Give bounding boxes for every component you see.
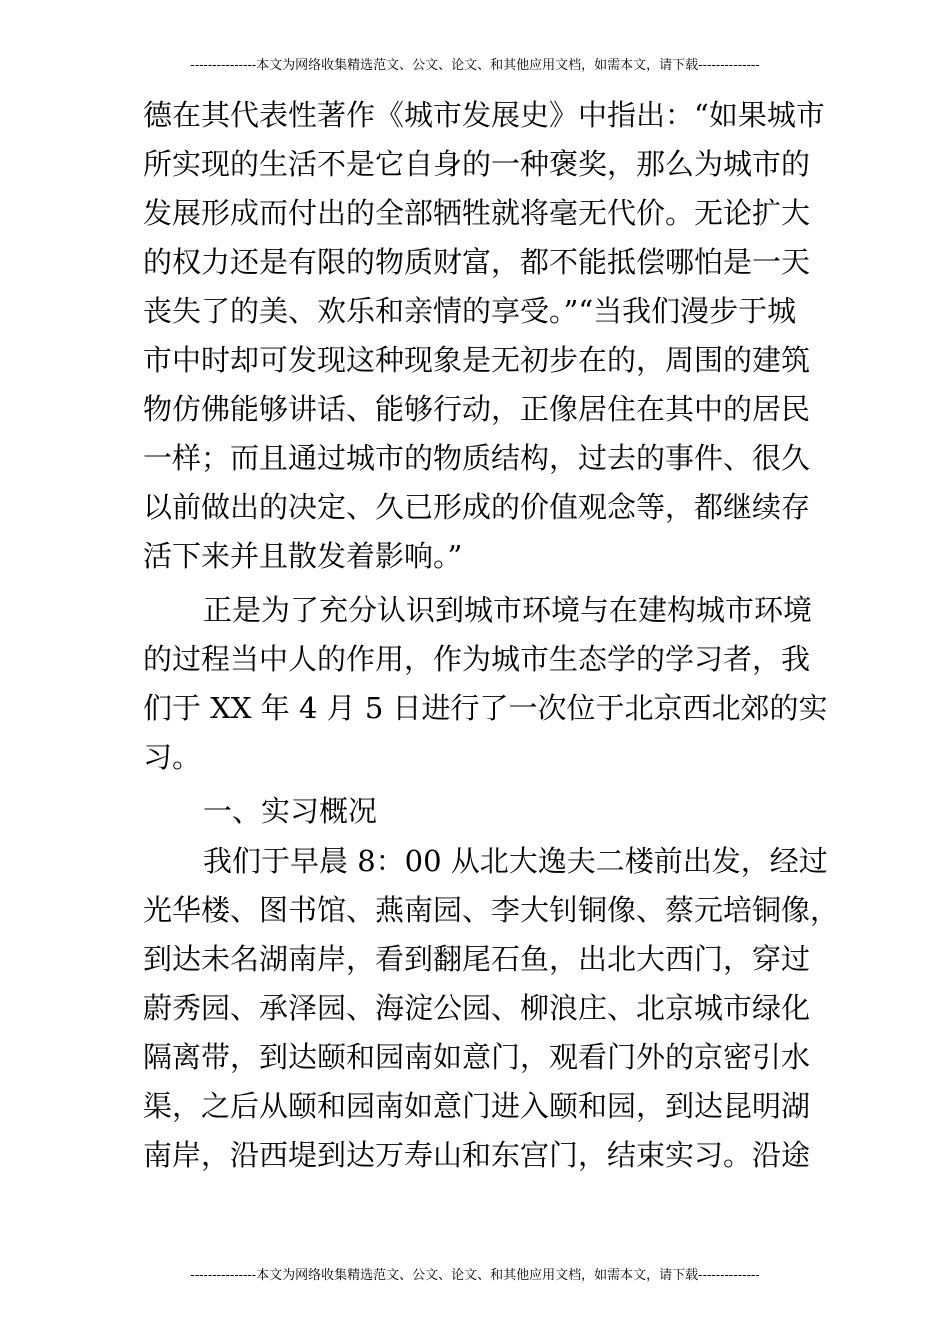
- text-line: 物仿佛能够讲话、能够行动，正像居住在其中的居民: [143, 392, 811, 426]
- text-line: 德在其代表性著作《城市发展史》中指出：“如果城市: [143, 98, 825, 132]
- text-line: 丧失了的美、欢乐和亲情的享受。”“当我们漫步于城: [143, 294, 797, 328]
- text-line: 习。: [143, 740, 202, 774]
- text-line: 到达未名湖南岸，看到翻尾石鱼，出北大西门，穿过: [143, 942, 811, 976]
- text-line: 隔离带，到达颐和园南如意门，观看门外的京密引水: [143, 1040, 811, 1074]
- text-line: 所实现的生活不是它自身的一种褒奖，那么为城市的: [143, 147, 811, 181]
- section-heading: 一、实习概况: [203, 794, 378, 828]
- text-line: 以前做出的决定、久已形成的价值观念等，都继续存: [143, 490, 811, 524]
- page-header: ---------------本文为网络收集精选范文、公文、论文、和其他应用文档，如需本文，请下载--------------: [190, 58, 760, 73]
- text-line: 们于 XX 年 4 月 5 日进行了一次位于北京西北郊的实: [143, 691, 828, 725]
- text-line: 市中时却可发现这种现象是无初步在的，周围的建筑: [143, 343, 811, 377]
- text-line: 光华楼、图书馆、燕南园、李大钊铜像、蔡元培铜像，: [143, 893, 840, 927]
- text-line: 发展形成而付出的全部牺牲就将毫无代价。无论扩大: [143, 196, 811, 230]
- text-line: 蔚秀园、承泽园、海淀公园、柳浪庄、北京城市绿化: [143, 991, 811, 1025]
- text-line: 的过程当中人的作用，作为城市生态学的学习者，我: [143, 642, 811, 676]
- text-line: 的权力还是有限的物质财富，都不能抵偿哪怕是一天: [143, 245, 811, 279]
- text-line: 南岸，沿西堤到达万寿山和东宫门，结束实习。沿途: [143, 1138, 811, 1172]
- text-line: 活下来并且散发着影响。”: [143, 539, 463, 573]
- page-footer: ---------------本文为网络收集精选范文、公文、论文、和其他应用文档，如需本文，请下载--------------: [190, 1268, 760, 1283]
- paragraph-first-line: 正是为了充分认识到城市环境与在建构城市环境: [203, 593, 813, 627]
- text-line: 渠，之后从颐和园南如意门进入颐和园，到达昆明湖: [143, 1089, 811, 1123]
- paragraph-first-line: 我们于早晨 8：00 从北大逸夫二楼前出发，经过: [203, 844, 828, 878]
- text-line: 一样；而且通过城市的物质结构，过去的事件、很久: [143, 441, 811, 475]
